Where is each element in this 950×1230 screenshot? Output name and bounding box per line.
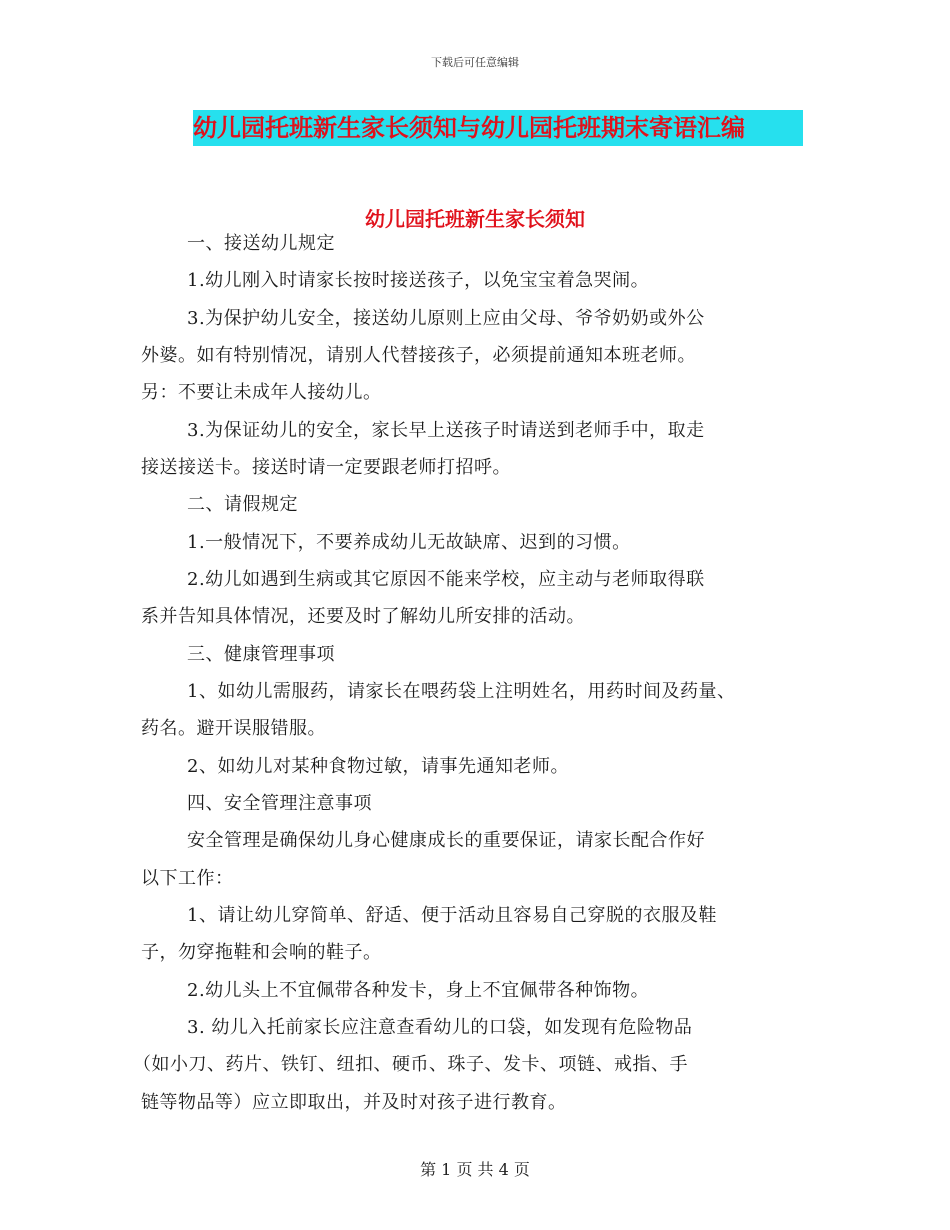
document-title: 幼儿园托班新生家长须知与幼儿园托班期末寄语汇编 [193,110,803,146]
paragraph-line: 以下工作： [141,868,234,889]
paragraph-line: 子，勿穿拖鞋和会响的鞋子。 [141,942,382,963]
paragraph-line: 另：不要让未成年人接幼儿。 [141,382,382,403]
paragraph-line: 1、请让幼儿穿简单、舒适、便于活动且容易自己穿脱的衣服及鞋 [187,905,717,926]
heading-pickup-rules: 一、接送幼儿规定 [187,233,335,254]
paragraph-line: 链等物品等）应立即取出，并及时对孩子进行教育。 [141,1092,567,1113]
paragraph-line: 2、如幼儿对某种食物过敏，请事先通知老师。 [187,756,569,777]
heading-safety-management: 四、安全管理注意事项 [187,793,372,814]
page-number: 第 1 页 共 4 页 [420,1160,530,1179]
paragraph-line: 系并告知具体情况，还要及时了解幼儿所安排的活动。 [141,606,585,627]
paragraph-line: 接送接送卡。接送时请一定要跟老师打招呼。 [141,457,511,478]
paragraph-line: 外婆。如有特别情况，请别人代替接孩子，必须提前通知本班老师。 [141,345,696,366]
paragraph-line: 3. 幼儿入托前家长应注意查看幼儿的口袋，如发现有危险物品 [187,1017,693,1038]
paragraph-line: 药名。避开误服错服。 [141,718,326,739]
section-title: 幼儿园托班新生家长须知 [365,207,585,231]
heading-health-management: 三、健康管理事项 [187,644,335,665]
header-note: 下载后可任意编辑 [431,56,519,69]
paragraph-line: （如小刀、药片、铁钉、纽扣、硬币、珠子、发卡、项链、戒指、手 [133,1054,688,1075]
paragraph-line: 2.幼儿如遇到生病或其它原因不能来学校，应主动与老师取得联 [187,569,705,590]
paragraph-line: 3.为保证幼儿的安全，家长早上送孩子时请送到老师手中，取走 [187,420,705,441]
paragraph-line: 1、如幼儿需服药，请家长在喂药袋上注明姓名，用药时间及药量、 [187,681,736,702]
paragraph-line: 安全管理是确保幼儿身心健康成长的重要保证，请家长配合作好 [187,830,705,851]
paragraph-line: 1.幼儿刚入时请家长按时接送孩子，以免宝宝着急哭闹。 [187,270,650,291]
paragraph-line: 2.幼儿头上不宜佩带各种发卡，身上不宜佩带各种饰物。 [187,980,650,1001]
paragraph-line: 3.为保护幼儿安全，接送幼儿原则上应由父母、爷爷奶奶或外公 [187,308,705,329]
paragraph-line: 1.一般情况下，不要养成幼儿无故缺席、迟到的习惯。 [187,532,631,553]
heading-leave-rules: 二、请假规定 [187,494,298,515]
